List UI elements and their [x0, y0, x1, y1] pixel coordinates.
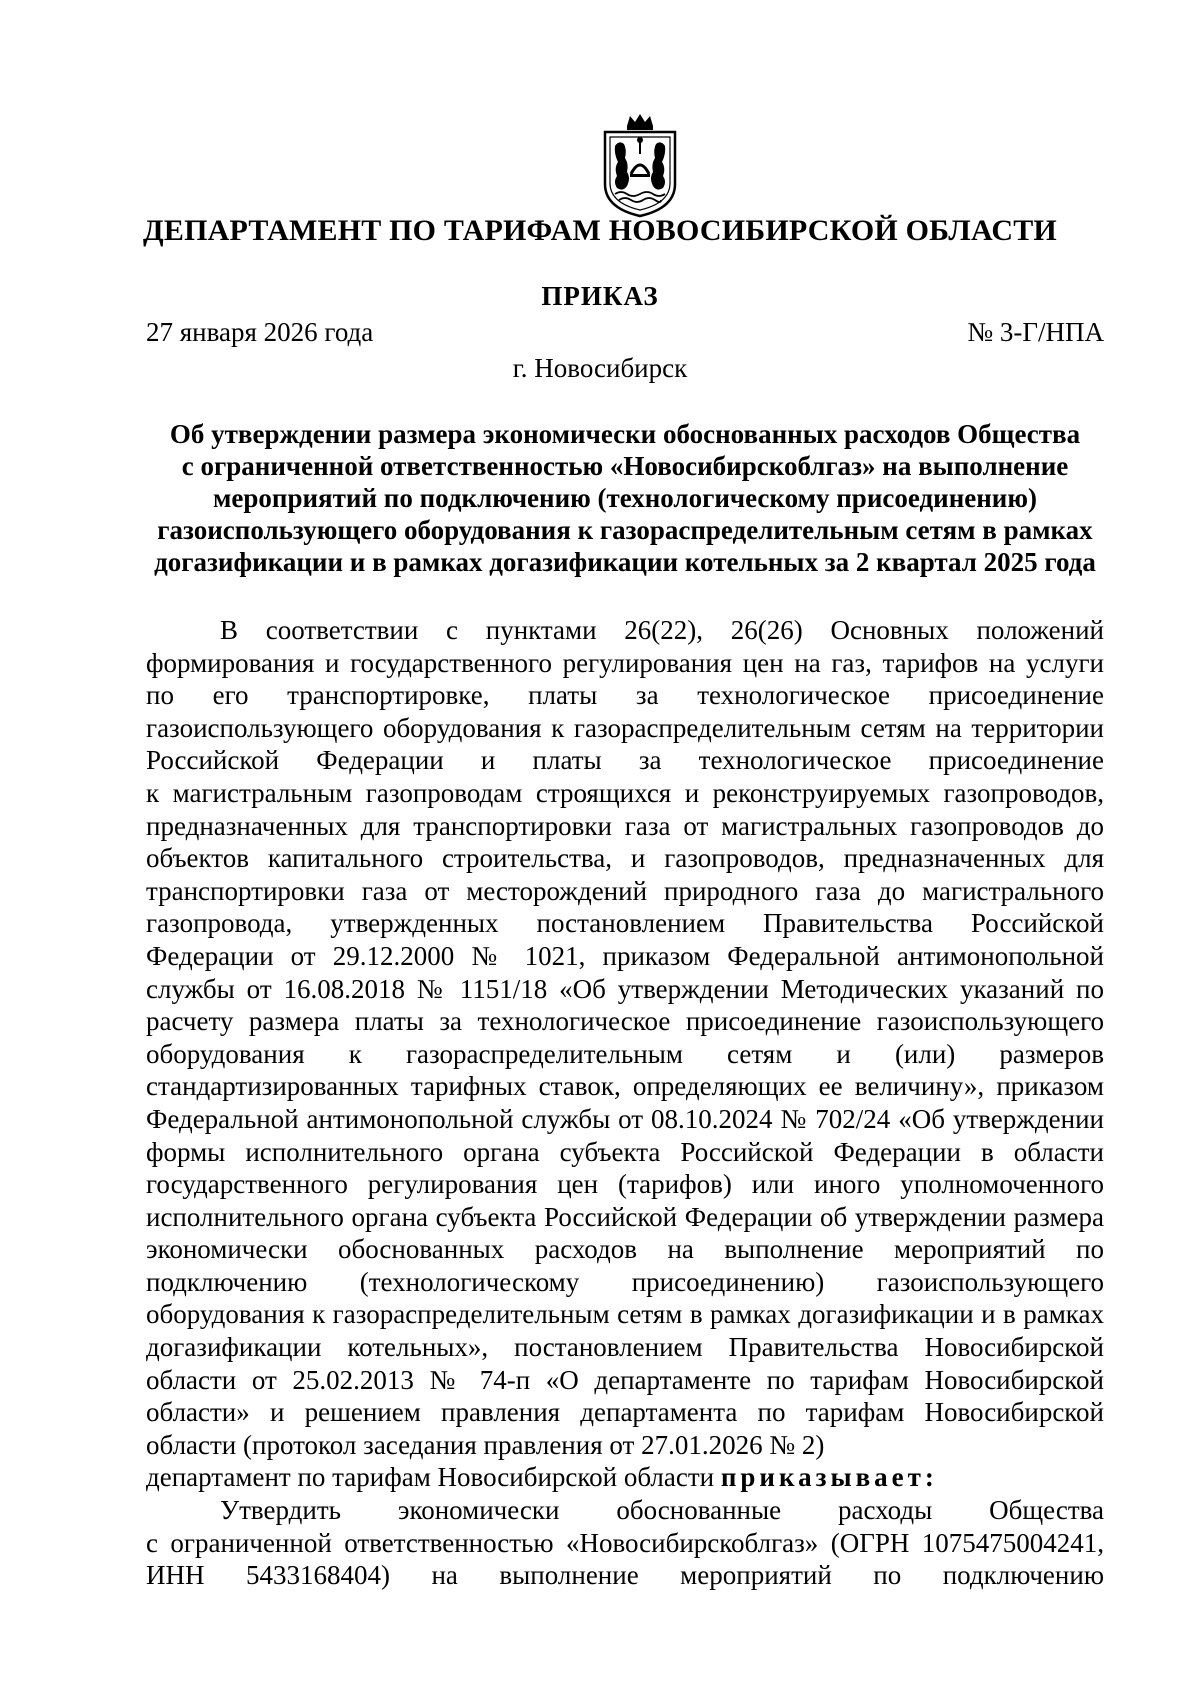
- preamble-line: расчету размера платы за технологическое присоединение газоиспользующего: [146, 1006, 1104, 1037]
- preamble-line: формы исполнительного органа субъекта Российской Федерации в области: [146, 1136, 1104, 1167]
- preamble-line: объектов капитального строительства, и газопроводов, предназначенных для: [146, 843, 1104, 874]
- preamble-line: области» и решением правления департамента по тарифам Новосибирской: [146, 1397, 1104, 1428]
- order-date: 27 января 2026 года: [146, 317, 374, 347]
- order-verb: приказывает:: [720, 1462, 938, 1493]
- preamble-line: области (протокол заседания правления от 27.01.2026 № 2): [146, 1429, 825, 1460]
- preamble-line: к магистральным газопроводам строящихся и реконструируемых газопроводов,: [146, 777, 1104, 808]
- preamble-line: исполнительного органа субъекта Российской Федерации об утверждении размера: [146, 1201, 1104, 1232]
- preamble-line: государственного регулирования цен (тарифов) или иного уполномоченного: [146, 1169, 1104, 1200]
- decision-line: Утвердить экономически обоснованные расходы Общества: [220, 1495, 1104, 1526]
- subject-line: Об утверждении размера экономически обоснованных расходов Общества: [169, 419, 1081, 449]
- preamble-line: транспортировки газа от месторождений природного газа до магистрального: [146, 875, 1104, 906]
- order-body: [146, 614, 1104, 1592]
- preamble-line: газопровода, утвержденных постановлением Правительства Российской: [146, 908, 1104, 939]
- subject-line: с ограниченной ответственностью «Новосибирскоблгаз» на выполнение: [181, 451, 1069, 481]
- preamble-line: Федерации от 29.12.2000 № 1021, приказом Федеральной антимонопольной: [146, 940, 1104, 971]
- preamble-line: газоиспользующего оборудования к газораспределительным сетям на территории: [146, 712, 1104, 743]
- subject-line: газоиспользующего оборудования к газораспределительным сетям в рамках: [157, 515, 1093, 545]
- preamble-line: подключению (технологическому присоединению) газоиспользующего: [146, 1266, 1104, 1297]
- preamble-line: экономически обоснованных расходов на выполнение мероприятий по: [146, 1234, 1104, 1265]
- document-type: ПРИКАЗ: [541, 281, 659, 311]
- preamble-line: предназначенных для транспортировки газа от магистральных газопроводов до: [146, 810, 1104, 841]
- subject-line: мероприятий по подключению (технологическому присоединению): [213, 483, 1037, 513]
- subject-line: догазификации и в рамках догазификации котельных за 2 квартал 2025 года: [154, 547, 1096, 577]
- preamble-line: службы от 16.08.2018 № 1151/18 «Об утверждении Методических указаний по: [146, 973, 1104, 1004]
- order-clause: [146, 1461, 1104, 1494]
- order-prefix: департамент по тарифам Новосибирской области: [146, 1462, 721, 1493]
- novosibirsk-coat-of-arms-icon: [597, 112, 683, 218]
- preamble-line: по его транспортировке, платы за технологическое присоединение: [146, 680, 1104, 711]
- preamble-line: оборудования к газораспределительным сетям в рамках догазификации и в рамках: [146, 1299, 1104, 1330]
- preamble-line: В соответствии с пунктами 26(22), 26(26) Основных положений: [220, 615, 1104, 645]
- preamble-line: формирования и государственного регулирования цен на газ, тарифов на услуги: [146, 647, 1104, 678]
- order-number: № 3-Г/НПА: [967, 317, 1104, 347]
- preamble-line: догазификации котельных», постановлением Правительства Новосибирской: [146, 1332, 1104, 1363]
- department-name: ДЕПАРТАМЕНТ ПО ТАРИФАМ НОВОСИБИРСКОЙ ОБЛАСТИ: [143, 214, 1057, 247]
- preamble-line: Российской Федерации и платы за технологическое присоединение: [146, 745, 1104, 776]
- order-city: г. Новосибирск: [512, 353, 688, 383]
- preamble-line: стандартизированных тарифных ставок, определяющих ее величину», приказом: [146, 1071, 1104, 1102]
- decision-line: ИНН 5433168404) на выполнение мероприятий по подключению: [146, 1560, 1104, 1591]
- preamble-line: Федеральной антимонопольной службы от 08.10.2024 № 702/24 «Об утверждении: [146, 1103, 1104, 1134]
- preamble-line: оборудования к газораспределительным сетям и (или) размеров: [146, 1038, 1104, 1069]
- order-subject: [146, 418, 1104, 578]
- decision-line: с ограниченной ответственностью «Новосибирскоблгаз» (ОГРН 1075475004241,: [146, 1527, 1104, 1558]
- preamble-line: области от 25.02.2013 № 74-п «О департаменте по тарифам Новосибирской: [146, 1364, 1104, 1395]
